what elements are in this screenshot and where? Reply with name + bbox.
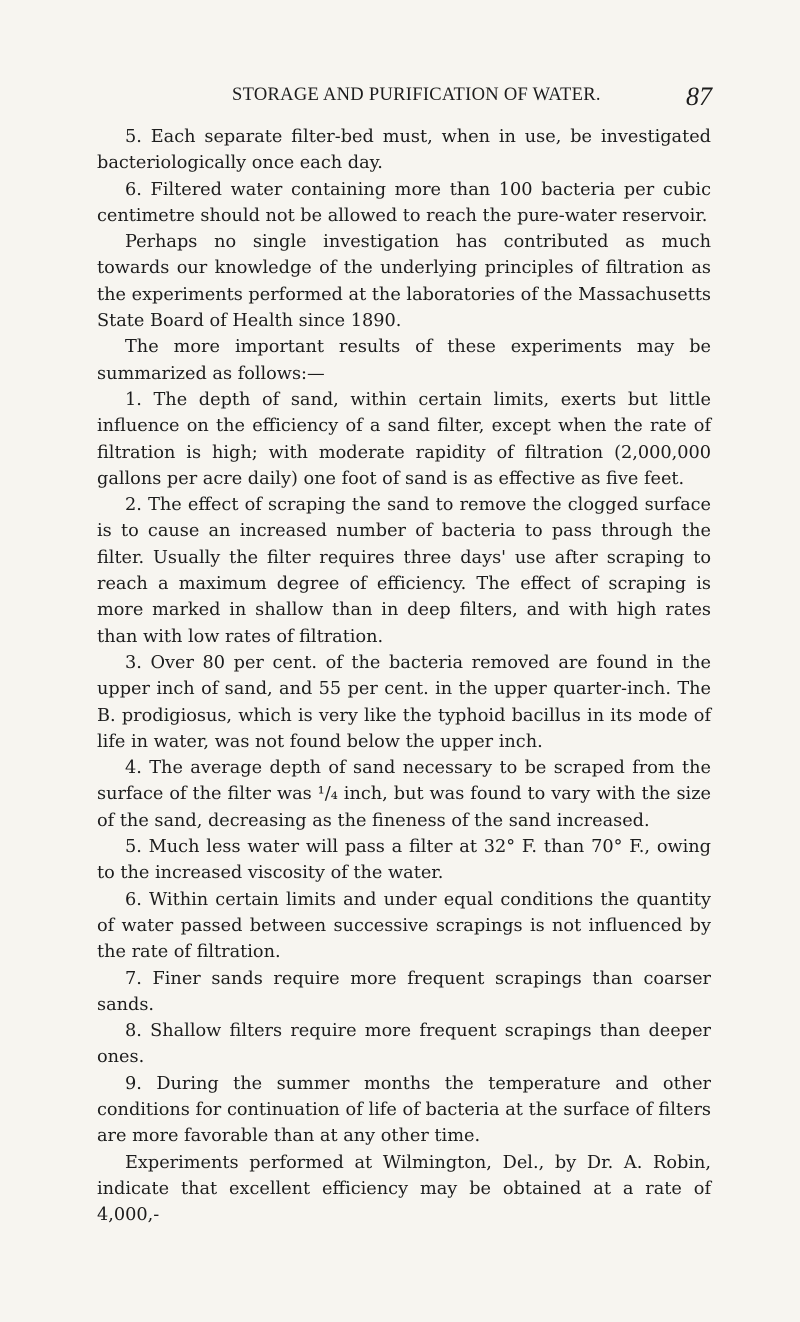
paragraph-rule-6: 6. Filtered water containing more than 100 bacteria per cubic centimetre should not be allowed to reach the pure-water reservoir. [97, 179, 711, 226]
paragraph-result-2: 2. The effect of scraping the sand to remove the clogged surface is to cause an increased number of bacteria to pass through the filter. Usually the filter requires three days' use after scraping to reach a maximum degree of efficiency. The effect of scraping is more marked in shallow than in deep filters, and with high rates than with low rates of filtration. [97, 495, 711, 647]
paragraph-wilmington-experiments: Experiments performed at Wilmington, Del., by Dr. A. Robin, indicate that excellent efficiency may be obtained at a rate of 4,000,- [97, 1152, 711, 1226]
paragraph-result-6: 6. Within certain limits and under equal conditions the quantity of water passed between successive scrapings is not influenced by the rate of filtration. [97, 889, 711, 963]
body-text [97, 124, 711, 1228]
paragraph-massachusetts-experiments: Perhaps no single investigation has contributed as much towards our knowledge of the underlying principles of filtration as the experiments performed at the laboratories of the Massachusetts State Board of Health since 1890. [97, 232, 711, 332]
paragraph-result-4: 4. The average depth of sand necessary to be scraped from the surface of the filter was ¹/₄ inch, but was found to vary with the size of the sand, decreasing as the fineness of the sand increased. [97, 758, 711, 831]
paragraph-result-1: 1. The depth of sand, within certain limits, exerts but little influence on the efficiency of a sand filter, except when the rate of filtration is high; with moderate rapidity of filtration (2,000,000 gallons per acre daily) one foot of sand is as effective as five feet. [97, 389, 711, 489]
paragraph-summary-intro: The more important results of these experiments may be summarized as follows:— [97, 337, 711, 384]
paragraph-result-5: 5. Much less water will pass a filter at 32° F. than 70° F., owing to the increased viscosity of the water. [97, 837, 711, 884]
paragraph-result-3: 3. Over 80 per cent. of the bacteria removed are found in the upper inch of sand, and 55 per cent. in the upper quarter-inch. The B. prodigiosus, which is very like the typhoid bacillus in its mode of life in water, was not found below the upper inch. [97, 652, 711, 752]
running-head: STORAGE AND PURIFICATION OF WATER. [232, 85, 601, 105]
page-header [232, 80, 712, 110]
paragraph-result-8: 8. Shallow filters require more frequent scrapings than deeper ones. [97, 1021, 711, 1068]
paragraph-result-9: 9. During the summer months the temperature and other conditions for continuation of life of bacteria at the surface of filters are more favorable than at any other time. [97, 1073, 711, 1147]
paragraph-result-7: 7. Finer sands require more frequent scrapings than coarser sands. [97, 968, 711, 1015]
paragraph-rule-5: 5. Each separate filter-bed must, when in use, be investigated bacteriologically once each day. [97, 127, 711, 174]
page-number: 87 [686, 82, 712, 111]
